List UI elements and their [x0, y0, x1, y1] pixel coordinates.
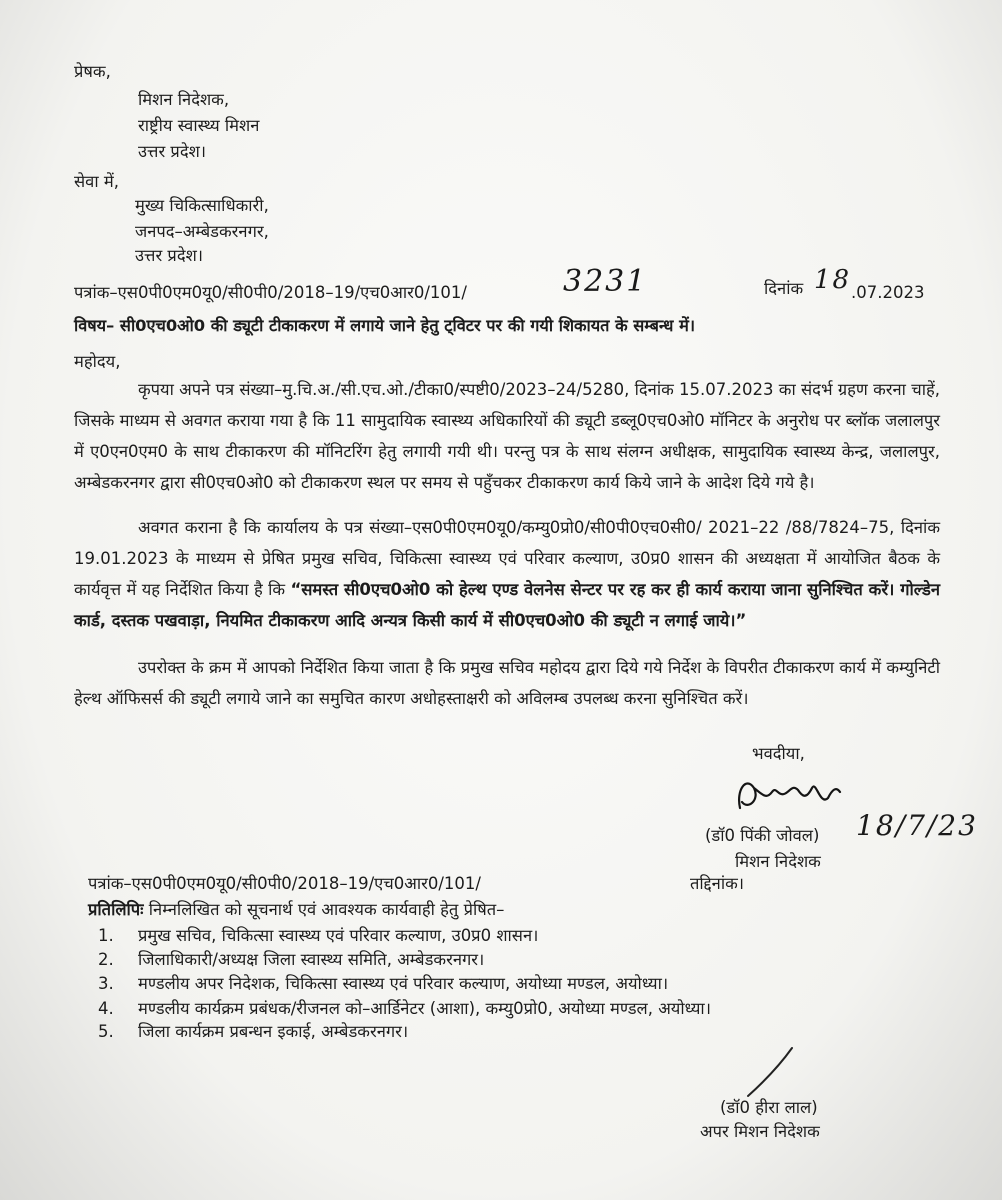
salutation: महोदय,: [74, 352, 121, 371]
paragraph-3-text: उपरोक्त के क्रम में आपको निर्देशित किया जाता है कि प्रमुख सचिव महोदय द्वारा दिये गये निर्देश के विपरीत टीकाकरण कार्य में कम्युनिटी हेल्थ ऑफिसर्स की ड्यूटी लगाये जाने का समुचित कारण अधोहस्ताक्षरी को अविलम्ब उपलब्ध करना सुनिश्चित करें।: [74, 658, 940, 708]
copy-item-5: [98, 1022, 408, 1042]
recipient-line-3: उत्तर प्रदेश।: [135, 246, 204, 265]
signatory-1-name: (डॉ0 पिंकी जोवल): [705, 826, 820, 845]
copy-item-3: [98, 974, 668, 994]
sender-line-1: मिशन निदेशक,: [138, 90, 230, 109]
copy-item-number: 3.: [98, 974, 114, 993]
copy-item-number: 2.: [98, 950, 114, 969]
sender-label: प्रेषक,: [74, 62, 111, 81]
copy-item-2: [98, 950, 484, 970]
copy-intro: निम्नलिखित को सूचनार्थ एवं आवश्यक कार्यवाही हेतु प्रेषित–: [148, 900, 505, 919]
copy-item-number: 5.: [98, 1022, 114, 1041]
paragraph-1-text: कृपया अपने पत्र संख्या–मु.चि.अ./सी.एच.ओ./टीका0/स्पष्टी0/2023–24/5280, दिनांक 15.07.2023 का संदर्भ ग्रहण करना चाहें, जिसके माध्यम से अवगत कराया गया है कि 11 सामुदायिक स्वास्थ्य अधिकारियों की ड्यूटी डब्लू0एच0ओ0 मॉनिटर के अनुरोध पर ब्लॉक जलालपुर में ए0एन0एम0 के साथ टीकाकरण की मॉनिटरिंग हेतु लगायी गयी थी। परन्तु पत्र के साथ संलग्न अधीक्षक, सामुदायिक स्वास्थ्य केन्द्र, जलालपुर, अम्बेडकरनगर द्वारा सी0एच0ओ0 को टीकाकरण स्थल पर समय से पहुँचकर टीकाकरण कार्य किये जाने के आदेश दिये गये है।: [74, 380, 940, 492]
signature-pinki-jowal: [732, 770, 852, 820]
paragraph-2-text: अवगत कराना है कि कार्यालय के पत्र संख्या–एस0पी0एम0यू0/कम्यु0प्रो0/सी0पी0एच0सी0/ 2021–22 /88/7824–75, दिनांक 19.01.2023 के माध्यम से प्रेषित प्रमुख सचिव, चिकित्सा स्वास्थ्य एवं परिवार कल्याण, उ0प्र0 शासन की अध्यक्षता में आयोजित बैठक के कार्यवृत्त में यह निर्देशित किया है कि: [74, 518, 940, 599]
copy-item-text: मण्डलीय अपर निदेशक, चिकित्सा स्वास्थ्य एवं परिवार कल्याण, अयोध्या मण्डल, अयोध्या।: [138, 974, 669, 993]
copy-item-text: प्रमुख सचिव, चिकित्सा स्वास्थ्य एवं परिवार कल्याण, उ0प्र0 शासन।: [138, 926, 539, 945]
copy-intro-line: [88, 900, 504, 920]
signatory-2-title: अपर मिशन निदेशक: [700, 1122, 820, 1141]
paragraph-3: [74, 652, 940, 714]
sender-line-3: उत्तर प्रदेश।: [138, 142, 207, 161]
date-rest: .07.2023: [851, 283, 925, 302]
handwritten-letter-number: 3231: [563, 264, 648, 299]
paragraph-1: [74, 374, 940, 498]
signature-heera-lal: [740, 1042, 800, 1102]
copy-label: प्रतिलिपिः: [88, 900, 144, 919]
copy-item-4: [98, 999, 711, 1019]
copy-item-text: जिला कार्यक्रम प्रबन्धन इकाई, अम्बेडकरनगर।: [138, 1022, 409, 1041]
recipient-label: सेवा में,: [74, 172, 119, 191]
date-label: दिनांक: [764, 279, 804, 298]
copy-item-text: जिलाधिकारी/अध्यक्ष जिला स्वास्थ्य समिति, अम्बेडकरनगर।: [138, 950, 485, 969]
paragraph-2-quote: “समस्त सी0एच0ओ0 को हेल्थ एण्ड वेलनेस सेन्टर पर रह कर ही कार्य कराया जाना सुनिश्चित करें। गोल्डेन कार्ड, दस्तक पखवाड़ा, नियमित टीकाकरण आदि अन्यत्र किसी कार्य में सी0एच0ओ0 की ड्यूटी न लगाई जाये।”: [74, 580, 940, 630]
signatory-2-name: (डॉ0 हीरा लाल): [720, 1098, 818, 1117]
signatory-1-title: मिशन निदेशक: [735, 852, 821, 871]
handwritten-sign-date: 18/7/23: [856, 809, 978, 842]
copy-item-text: मण्डलीय कार्यक्रम प्रबंधक/रीजनल को–आर्डिनेटर (आशा), कम्यु0प्रो0, अयोध्या मण्डल, अयोध्या।: [138, 999, 711, 1018]
reference-number: पत्रांक–एस0पी0एम0यू0/सी0पी0/2018–19/एच0आर0/101/: [74, 283, 467, 302]
subject: विषय– सी0एच0ओ0 की ड्यूटी टीकाकरण में लगाये जाने हेतु ट्विटर पर की गयी शिकायत के सम्बन्ध में।: [74, 316, 695, 335]
copy-item-number: 4.: [98, 999, 114, 1018]
reference-date-2: तद्दिनांक।: [690, 874, 745, 893]
closing: भवदीया,: [752, 744, 805, 763]
paragraph-2: [74, 512, 940, 636]
handwritten-date-day: 18: [814, 265, 852, 295]
sender-line-2: राष्ट्रीय स्वास्थ्य मिशन: [138, 116, 260, 135]
copy-item-number: 1.: [98, 926, 114, 945]
recipient-line-1: मुख्य चिकित्साधिकारी,: [135, 196, 269, 215]
reference-number-2: पत्रांक–एस0पी0एम0यू0/सी0पी0/2018–19/एच0आर0/101/: [88, 874, 481, 893]
copy-item-1: [98, 926, 538, 946]
recipient-line-2: जनपद–अम्बेडकरनगर,: [135, 222, 269, 241]
